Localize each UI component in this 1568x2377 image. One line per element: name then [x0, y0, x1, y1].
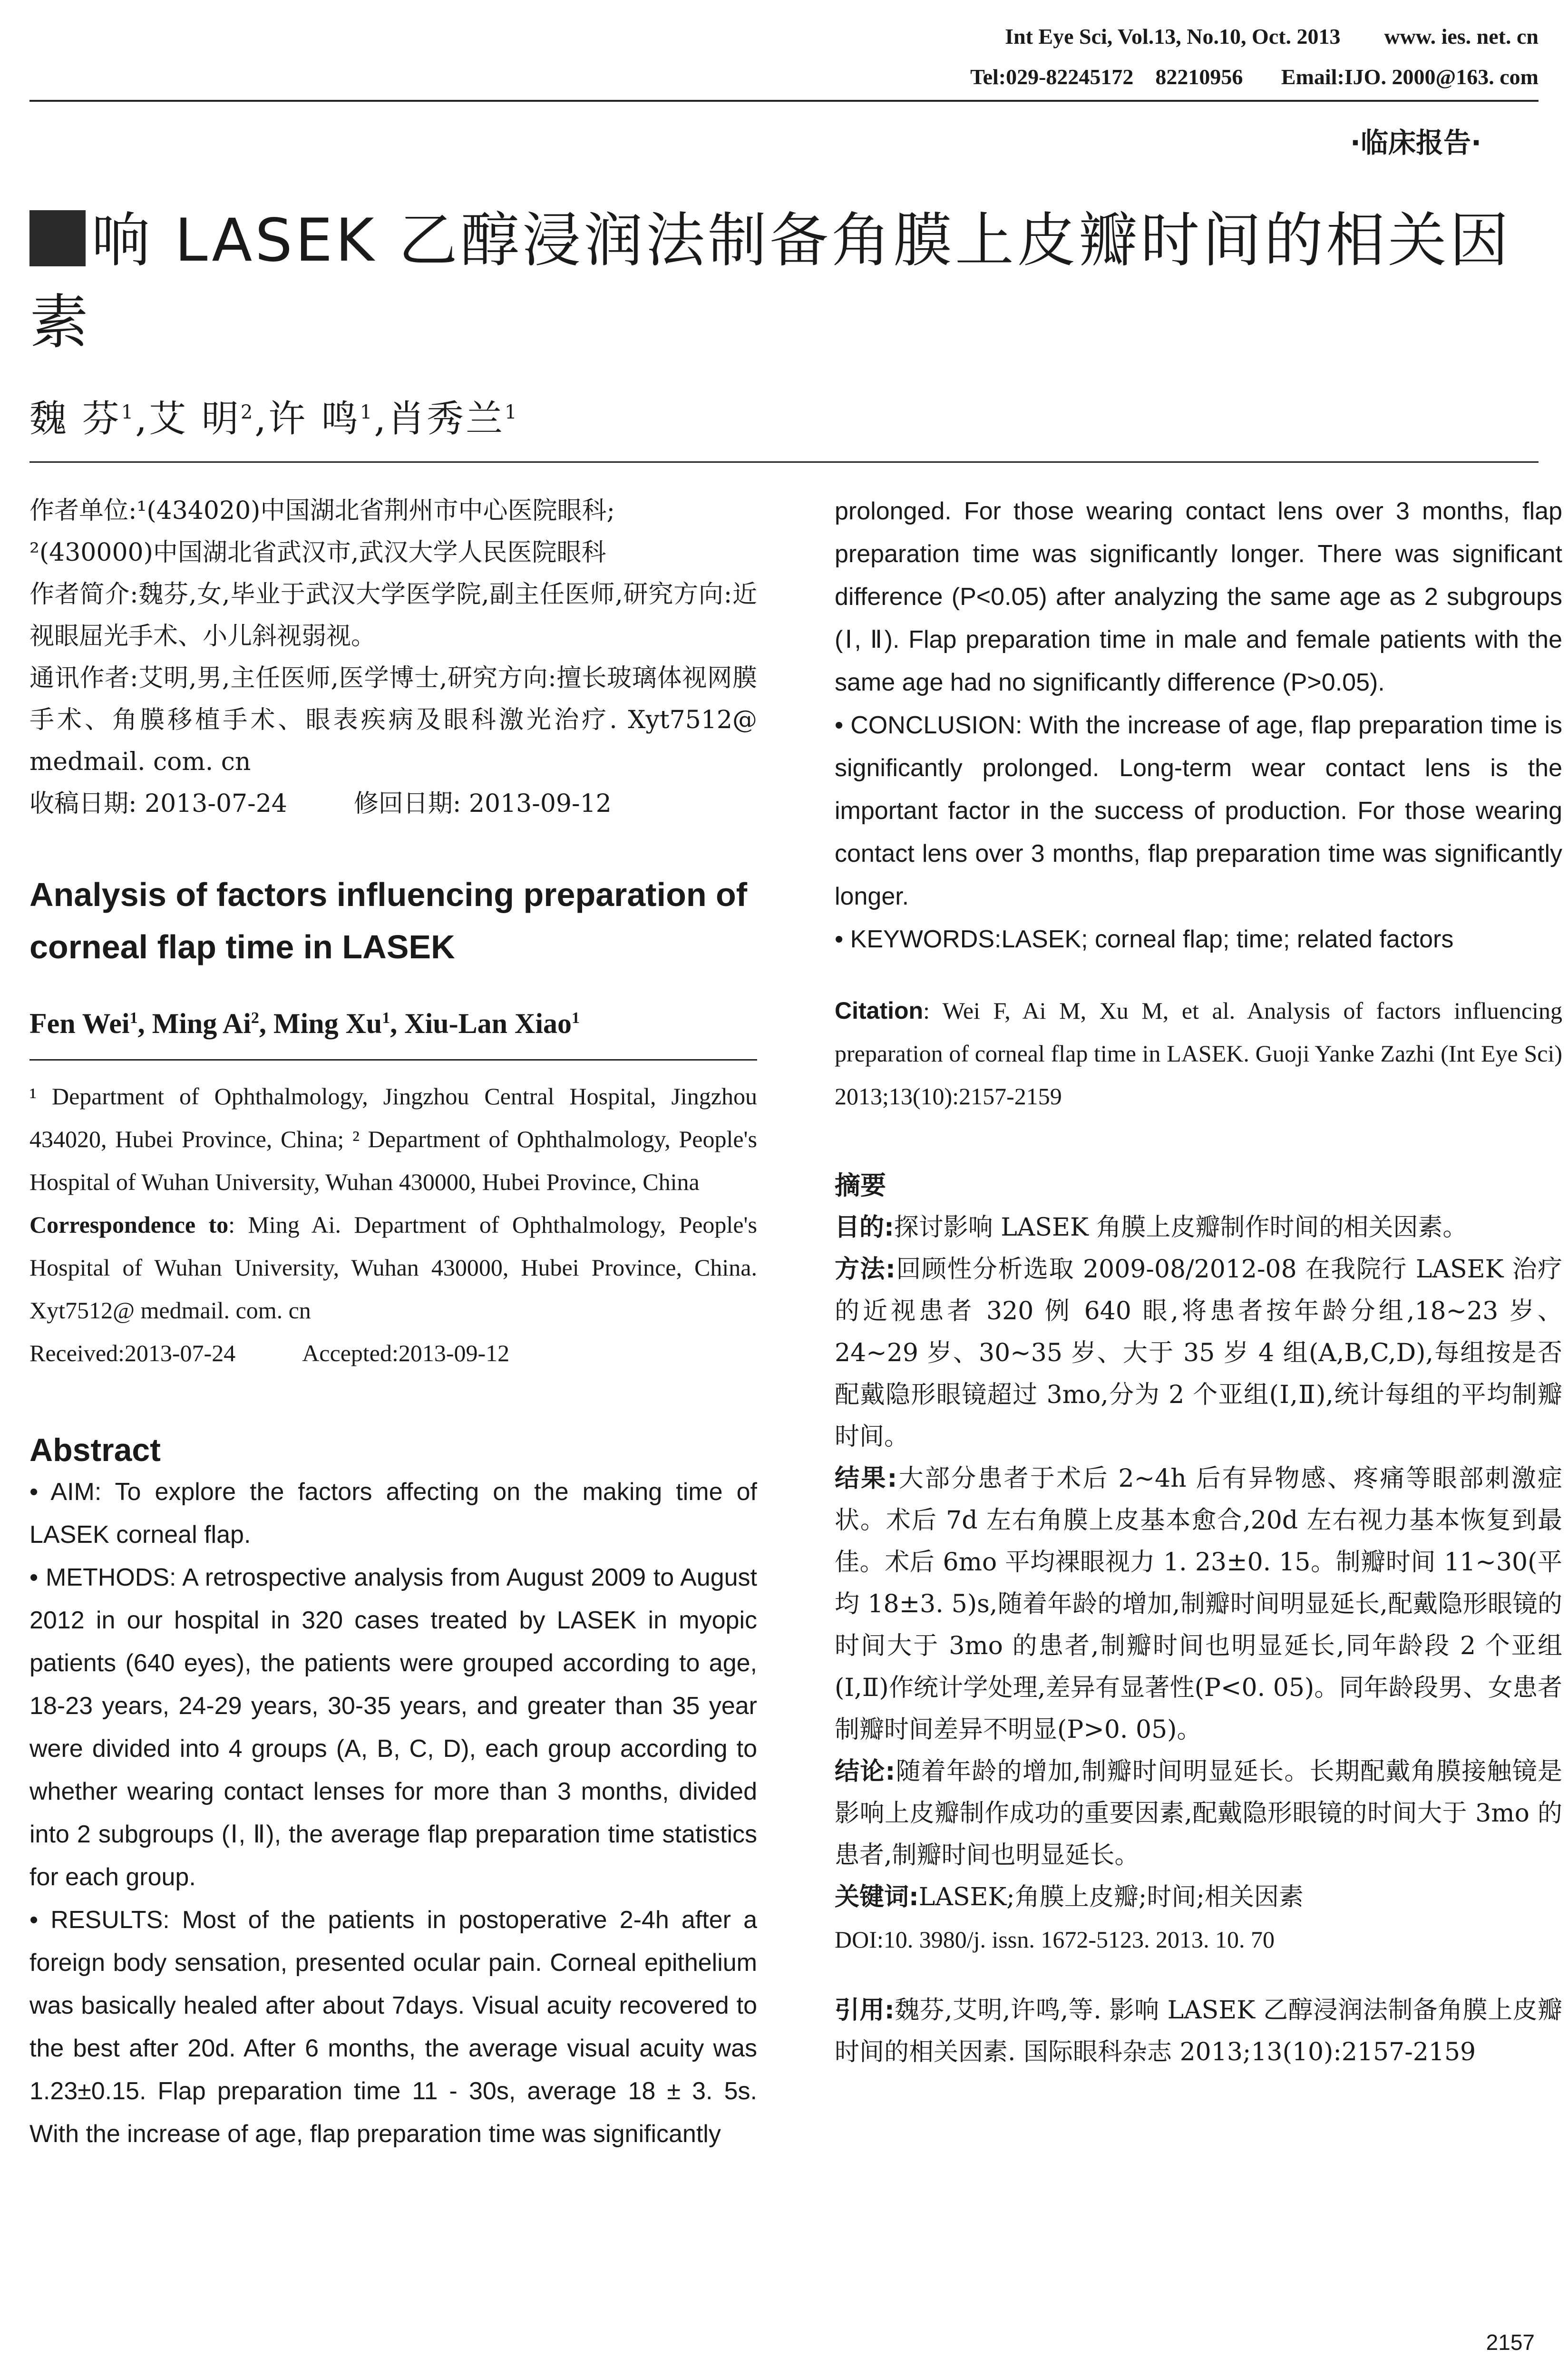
citation-text: : Wei F, Ai M, Xu M, et al. Analysis of factors influencing preparation of corneal flap time in LASEK. Guoji Yanke Zazhi (Int Eye Sci) 2013;13(10):2157-2159: [835, 997, 1562, 1110]
author-cn: 艾 明: [149, 398, 241, 440]
header-divider: [29, 100, 1539, 102]
section-tag: ·临床报告·: [1350, 127, 1481, 159]
author-en: Xiu-Lan Xiao: [404, 1008, 572, 1039]
abstract-keywords: • KEYWORDS:LASEK; corneal flap; time; related factors: [835, 925, 1454, 953]
abstract-results-continued: prolonged. For those wearing contact lens over 3 months, flap preparation time was significantly longer. There was significant difference (P<0.05) after analyzing the same age as 2 subgroups (Ⅰ, Ⅱ). Flap preparation time in male and female patients with the same age had no significantly difference (P>0.05).: [835, 497, 1562, 696]
abstract-heading-cn: 摘要: [835, 1170, 886, 1200]
citation-en: [835, 989, 1562, 1118]
dates-en: [29, 1332, 757, 1374]
citation-text-cn: 魏芬,艾明,许鸣,等. 影响 LASEK 乙醇浸润法制备角膜上皮瓣时间的相关因素. 国际眼科杂志 2013;13(10):2157-2159: [835, 1996, 1562, 2066]
abstract-methods: • METHODS: A retrospective analysis from August 2009 to August 2012 in our hospital in 320 cases treated by LASEK in myopic patients (640 eyes), the patients were grouped according to age, 18-23 years, 24-29 years, 30-35 years, and greater than 35 year were divided into 4 groups (A, B, C, D), each group according to whether wearing contact lenses for more than 3 months, divided into 2 subgroups (Ⅰ, Ⅱ), the average flap preparation time statistics for each group.: [29, 1564, 757, 1891]
citation-label-cn: 引用:: [835, 1996, 895, 2025]
revised-date-cn: 修回日期: 2013-09-12: [353, 789, 612, 818]
abstract-aim: • AIM: To explore the factors affecting on the making time of LASEK corneal flap.: [29, 1478, 757, 1549]
page-number: 2157: [1486, 2330, 1535, 2355]
left-column: [29, 490, 757, 2155]
author-list-cn: 魏 芬$^1$,艾 明$^2$,许 鸣$^1$,肖秀兰$^1$: [29, 398, 519, 440]
abstract-conclusion-cn: [835, 1751, 1562, 1876]
conclusion-text-cn: 随着年龄的增加,制瓣时间明显延长。长期配戴角膜接触镜是影响上皮瓣制作成功的重要因素,配戴隐形眼镜的时间大于 3mo 的患者,制瓣时间也明显延长。: [835, 1757, 1563, 1870]
affiliation-cn-1: 作者单位:¹(434020)中国湖北省荆州市中心医院眼科;: [29, 497, 615, 525]
article-title-cn: [29, 200, 1542, 363]
author-affil-marker: 1: [382, 1009, 390, 1027]
author-cn: 肖秀兰: [388, 398, 505, 440]
title-divider: [29, 461, 1539, 463]
author-en: Ming Ai: [152, 1008, 251, 1039]
author-bio-cn: 作者简介:魏芬,女,毕业于武汉大学医学院,副主任医师,研究方向:近视眼屈光手术、小儿斜视弱视。: [29, 580, 757, 651]
author-affil-marker: 1: [121, 401, 136, 423]
received-date-cn: 收稿日期: 2013-07-24: [29, 789, 287, 818]
author-en: Fen Wei: [29, 1008, 130, 1039]
keywords-label-cn: 关键词:: [835, 1883, 919, 1911]
author-affil-marker: 2: [251, 1009, 259, 1027]
author-list-en: Fen Wei$^1$, Ming Ai$^2$, Ming Xu$^1$, Xiu-Lan Xiao$^1$: [29, 1008, 580, 1039]
author-affil-marker: 1: [505, 401, 519, 423]
correspondence-en: [29, 1203, 757, 1332]
journal-header-line1: Int Eye Sci, Vol.13, No.10, Oct. 2013 www. ies. net. cn: [1005, 24, 1539, 49]
author-cn: 魏 芬: [29, 398, 121, 440]
affiliation-divider: [29, 1059, 757, 1061]
right-column: [835, 490, 1562, 2073]
accepted-date-en: Accepted:2013-09-12: [302, 1340, 510, 1366]
article-title-en: Analysis of factors influencing preparation of corneal flap time in LASEK: [29, 876, 748, 965]
aim-label-cn: 目的:: [835, 1213, 894, 1242]
author-affil-marker: 1: [572, 1009, 580, 1027]
author-affil-marker: 1: [129, 1009, 138, 1027]
author-cn: 许 鸣: [268, 398, 360, 440]
abstract-results-cn: [835, 1458, 1562, 1751]
author-en: Ming Xu: [273, 1008, 382, 1039]
abstract-heading: Abstract: [29, 1432, 161, 1468]
results-label-cn: 结果:: [835, 1464, 897, 1493]
received-date-en: Received:2013-07-24: [29, 1340, 236, 1366]
keywords-text-cn: LASEK;角膜上皮瓣;时间;相关因素: [918, 1883, 1304, 1911]
correspondence-label: Correspondence to: [29, 1211, 229, 1238]
dates-cn: [29, 783, 757, 825]
abstract-aim-cn: [835, 1207, 1562, 1248]
author-affil-marker: 1: [360, 401, 374, 423]
affiliation-en: ¹ Department of Ophthalmology, Jingzhou Central Hospital, Jingzhou 434020, Hubei Province, China; ² Department of Ophthalmology, People's Hospital of Wuhan University, Wuhan 430000, Hubei Province, China: [29, 1083, 757, 1195]
citation-cn: [835, 1989, 1562, 2073]
journal-header-line2: Tel:029-82245172 82210956 Email:IJO. 2000@163. com: [970, 65, 1539, 89]
seal-character-icon: [29, 210, 86, 266]
citation-label: Citation: [835, 997, 924, 1024]
abstract-results: • RESULTS: Most of the patients in postoperative 2-4h after a foreign body sensation, presented ocular pain. Corneal epithelium was basically healed after about 7days. Visual acuity recovered to the best after 20d. After 6 months, the average visual acuity was 1.23±0.15. Flap preparation time 11 - 30s, average 18 ± 3. 5s. With the increase of age, flap preparation time was significantly: [29, 1906, 757, 2148]
article-title-text: 响 LASEK 乙醇浸润法制备角膜上皮瓣时间的相关因素: [29, 206, 1511, 357]
aim-text-cn: 探讨影响 LASEK 角膜上皮瓣制作时间的相关因素。: [894, 1213, 1468, 1242]
abstract-conclusion: • CONCLUSION: With the increase of age, flap preparation time is significantly prolonged. Long-term wear contact lens is the important factor in the success of production. For those wearing contact lens over 3 months, flap preparation time was significantly longer.: [835, 711, 1562, 910]
affiliation-cn-2: ²(430000)中国湖北省武汉市,武汉大学人民医院眼科: [29, 538, 606, 567]
methods-text-cn: 回顾性分析选取 2009-08/2012-08 在我院行 LASEK 治疗的近视患者 320 例 640 眼,将患者按年龄分组,18~23 岁、24~29 岁、30~35 岁、大于 35 岁 4 组(A,B,C,D),每组按是否配戴隐形眼镜超过 3mo,分为 2 个亚组(Ⅰ,Ⅱ),统计每组的平均制瓣时间。: [835, 1255, 1562, 1451]
methods-label-cn: 方法:: [835, 1255, 896, 1284]
author-affil-marker: 2: [240, 401, 255, 423]
results-text-cn: 大部分患者于术后 2~4h 后有异物感、疼痛等眼部刺激症状。术后 7d 左右角膜上皮基本愈合,20d 左右视力基本恢复到最佳。术后 6mo 平均裸眼视力 1. 23±0. 15。制瓣时间 11~30(平均 18±3. 5)s,随着年龄的增加,制瓣时间明显延长,配戴隐形眼镜的时间大于 3mo 的患者,制瓣时间也明显延长,同年龄段 2 个亚组(Ⅰ,Ⅱ)作统计学处理,差异有显著性(P<0. 05)。同年龄段男、女患者制瓣时间差异不明显(P>0. 05)。: [835, 1464, 1562, 1744]
doi: DOI:10. 3980/j. issn. 1672-5123. 2013. 10. 70: [835, 1926, 1275, 1953]
keywords-cn: [835, 1876, 1562, 1918]
correspondence-text: : Ming Ai. Department of Ophthalmology, People's Hospital of Wuhan University, Wuhan 430000, Hubei Province, China. Xyt7512@ medmail. com. cn: [29, 1211, 757, 1324]
abstract-methods-cn: [835, 1248, 1562, 1458]
corresponding-author-cn: 通讯作者:艾明,男,主任医师,医学博士,研究方向:擅长玻璃体视网膜手术、角膜移植手术、眼表疾病及眼科激光治疗. Xyt7512@ medmail. com. cn: [29, 664, 757, 776]
conclusion-label-cn: 结论:: [835, 1757, 896, 1786]
